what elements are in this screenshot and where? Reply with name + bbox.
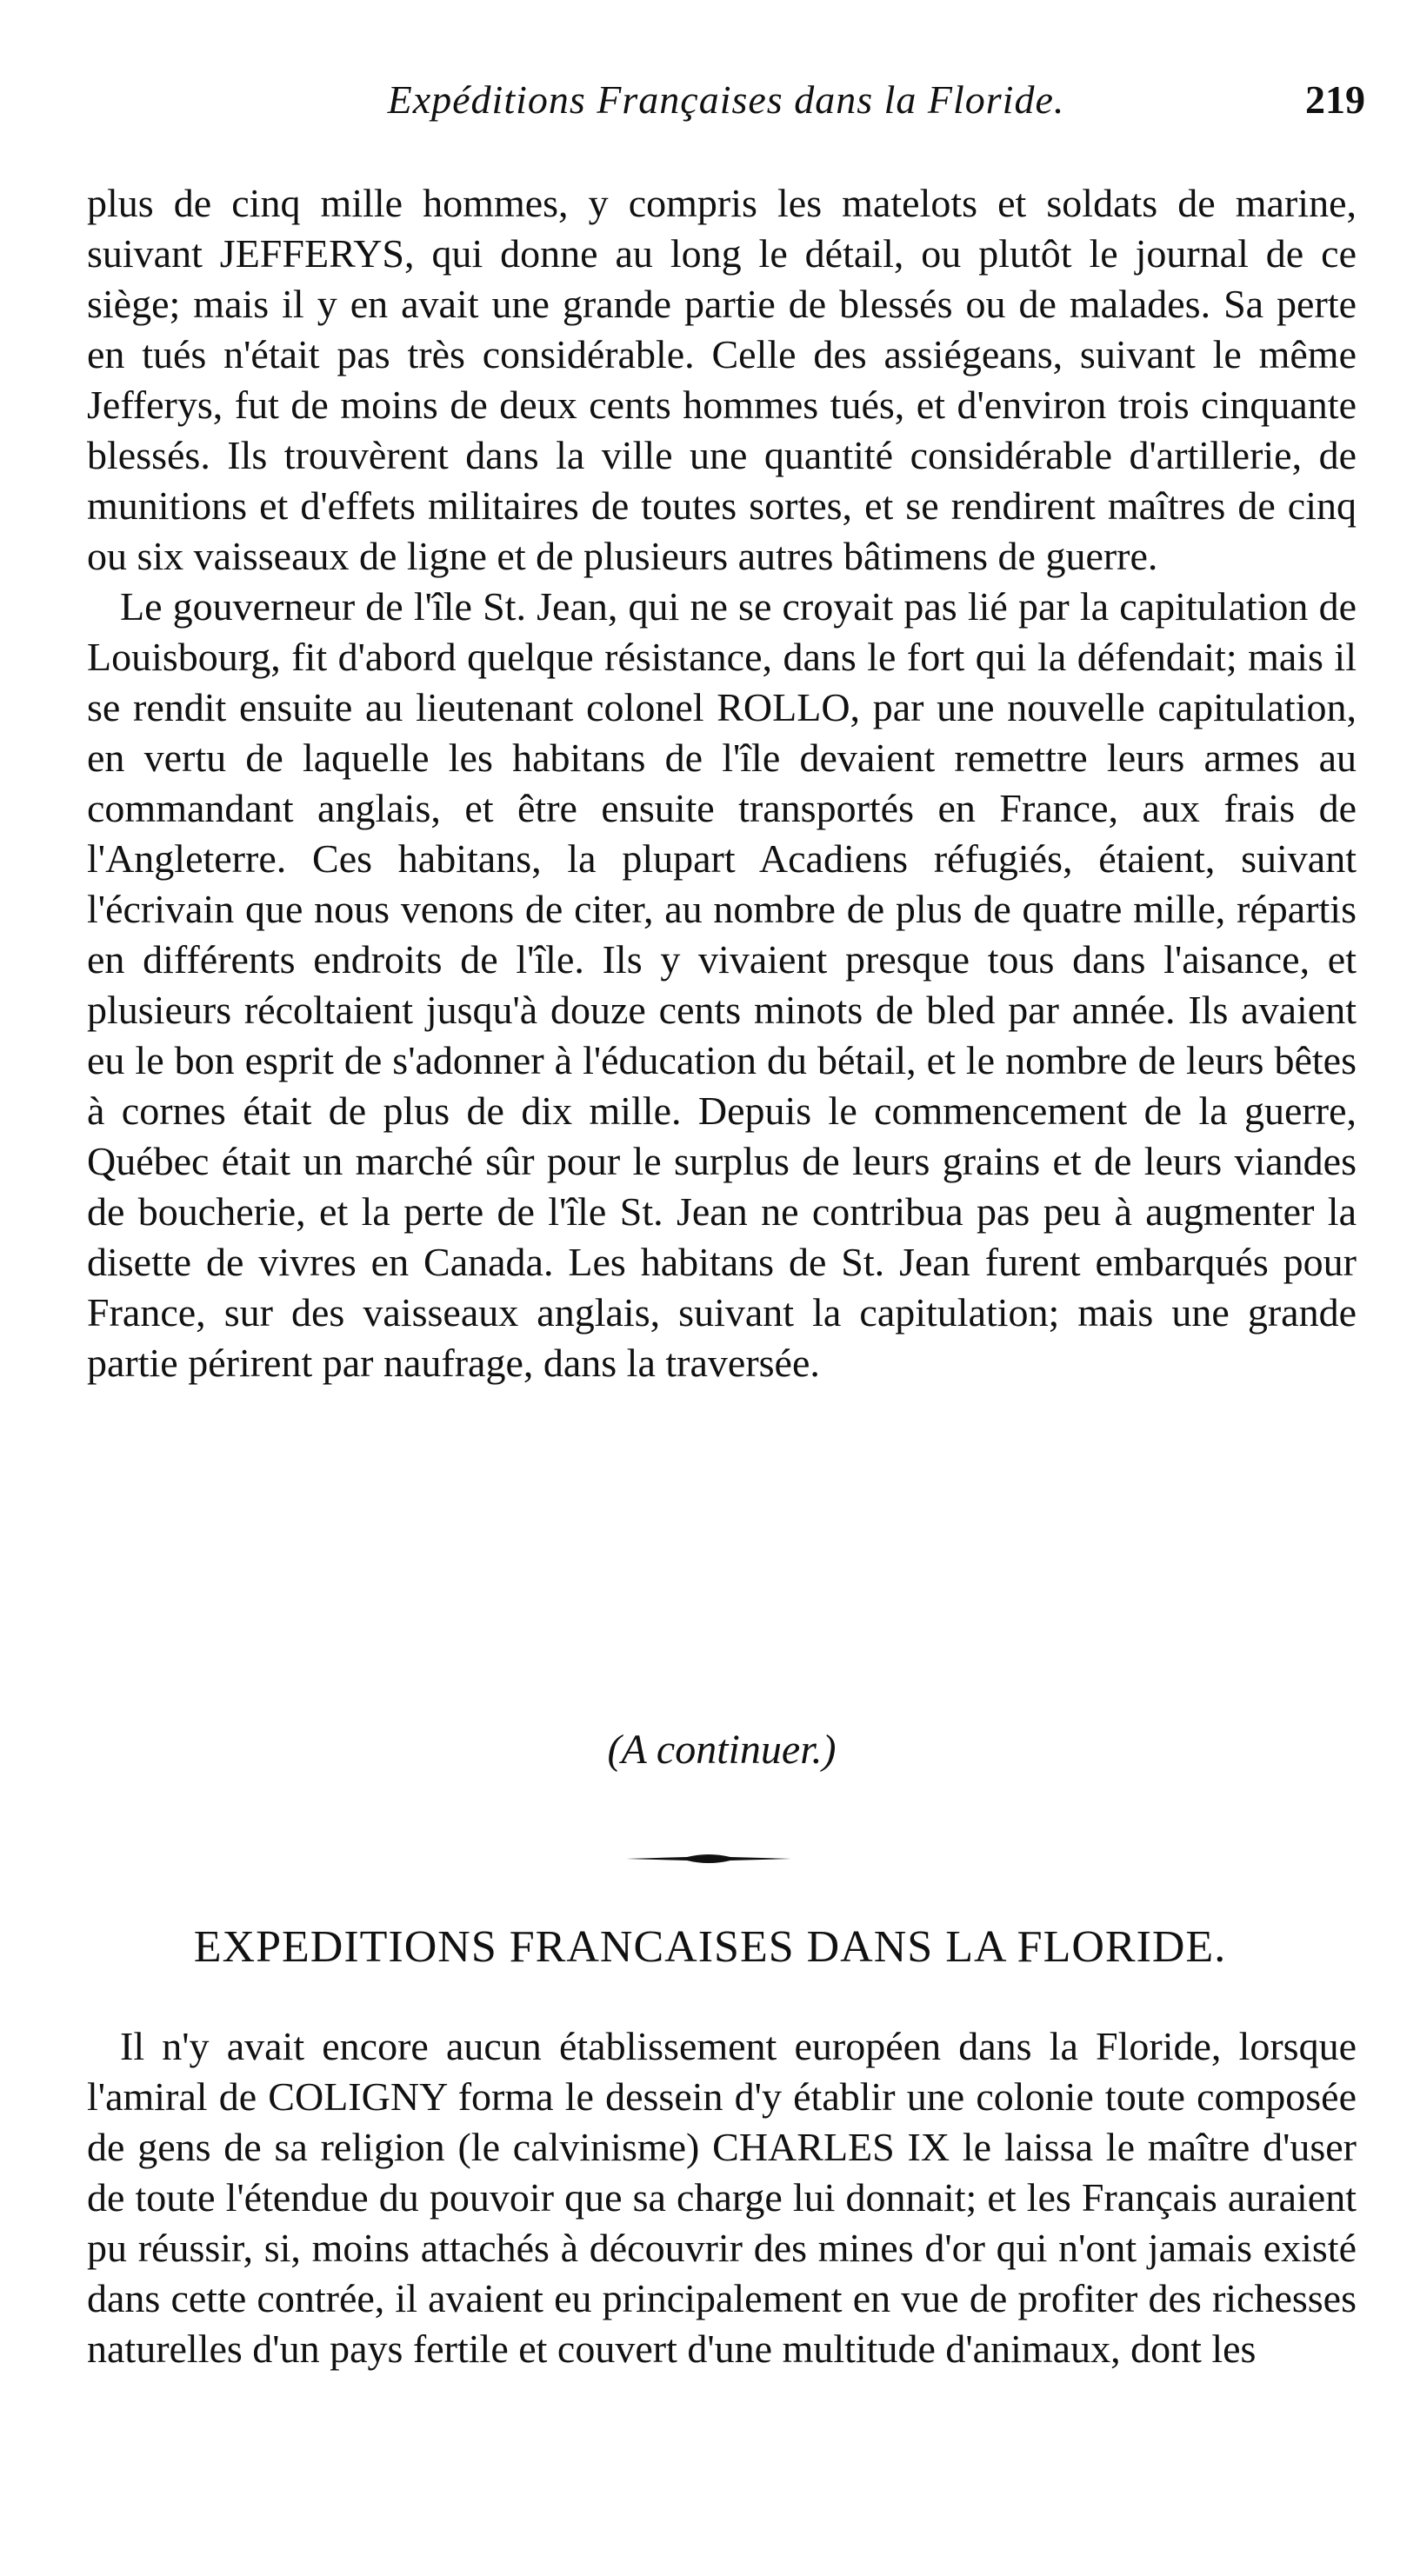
paragraph-floride-intro: Il n'y avait encore aucun établissement européen dans la Floride, lorsque l'amiral de COLIGNY forma le dessein d'y établir une colonie toute composée de gens de sa religion (le calvinisme) CHARLES IX le laissa le maître d'user de toute l'étendue du pouvoir que sa charge lui donnait; et les Français auraient pu réussir, si, moins attachés à découvrir des mines d'or qui n'ont jamais existé dans cette contrée, il avaient eu principalement en vue de profiter des richesses naturelles d'un pays fertile et couvert d'une multitude d'animaux, dont les — [87, 2024, 1357, 2371]
running-head — [87, 77, 1365, 137]
section-title: EXPEDITIONS FRANCAISES DANS LA FLORIDE. — [193, 1922, 1227, 1972]
continued-text-block — [87, 178, 1357, 1388]
section-text-block — [87, 2021, 1357, 2374]
page-number: 219 — [1305, 77, 1365, 122]
paragraph-siege-losses: plus de cinq mille hommes, y compris les matelots et soldats de marine, suivant JEFFERYS, qui donne au long le détail, ou plutôt le journal de ce siège; mais il y en avait une grande partie de blessés ou de malades. Sa perte en tués n'était pas très considérable. Celle des assiégeans, suivant le même Jefferys, fut de moins de deux cents hommes tués, et d'environ trois cinquante blessés. Ils trouvèrent dans la ville une quantité considérable d'artillerie, de munitions et d'effets militaires de toutes sortes, et se rendirent maîtres de cinq ou six vaisseaux de ligne et de plusieurs autres bâtimens de guerre. — [87, 181, 1357, 578]
continuation-note: (A continuer.) — [607, 1727, 837, 1773]
ornament-rule-icon — [626, 1850, 791, 1867]
paragraph-ile-st-jean: Le gouverneur de l'île St. Jean, qui ne se croyait pas lié par la capitulation de Louisbourg, fit d'abord quelque résistance, dans le fort qui la défendait; mais il se rendit ensuite au lieutenant colonel ROLLO, par une nouvelle capitulation, en vertu de laquelle les habitans de l'île devaient remettre leurs armes au commandant anglais, et être ensuite transportés en France, aux frais de l'Angleterre. Ces habitans, la plupart Acadiens réfugiés, étaient, suivant l'écrivain que nous venons de citer, au nombre de plus de quatre mille, répartis en différents endroits de l'île. Ils y vivaient presque tous dans l'aisance, et plusieurs récoltaient jusqu'à douze cents minots de bled par année. Ils avaient eu le bon esprit de s'adonner à l'éducation du bétail, et le nombre de leurs bêtes à cornes était de plus de dix mille. Depuis le commencement de la guerre, Québec était un marché sûr pour le surplus de leurs grains et de leurs viandes de boucherie, et la perte de l'île St. Jean ne contribua pas peu à augmenter la disette de vivres en Canada. Les habitans de St. Jean furent embarqués pour France, sur des vaisseaux anglais, suivant la capitulation; mais une grande partie périrent par naufrage, dans la traversée. — [87, 584, 1357, 1385]
running-title: Expéditions Françaises dans la Floride. — [387, 77, 1065, 122]
